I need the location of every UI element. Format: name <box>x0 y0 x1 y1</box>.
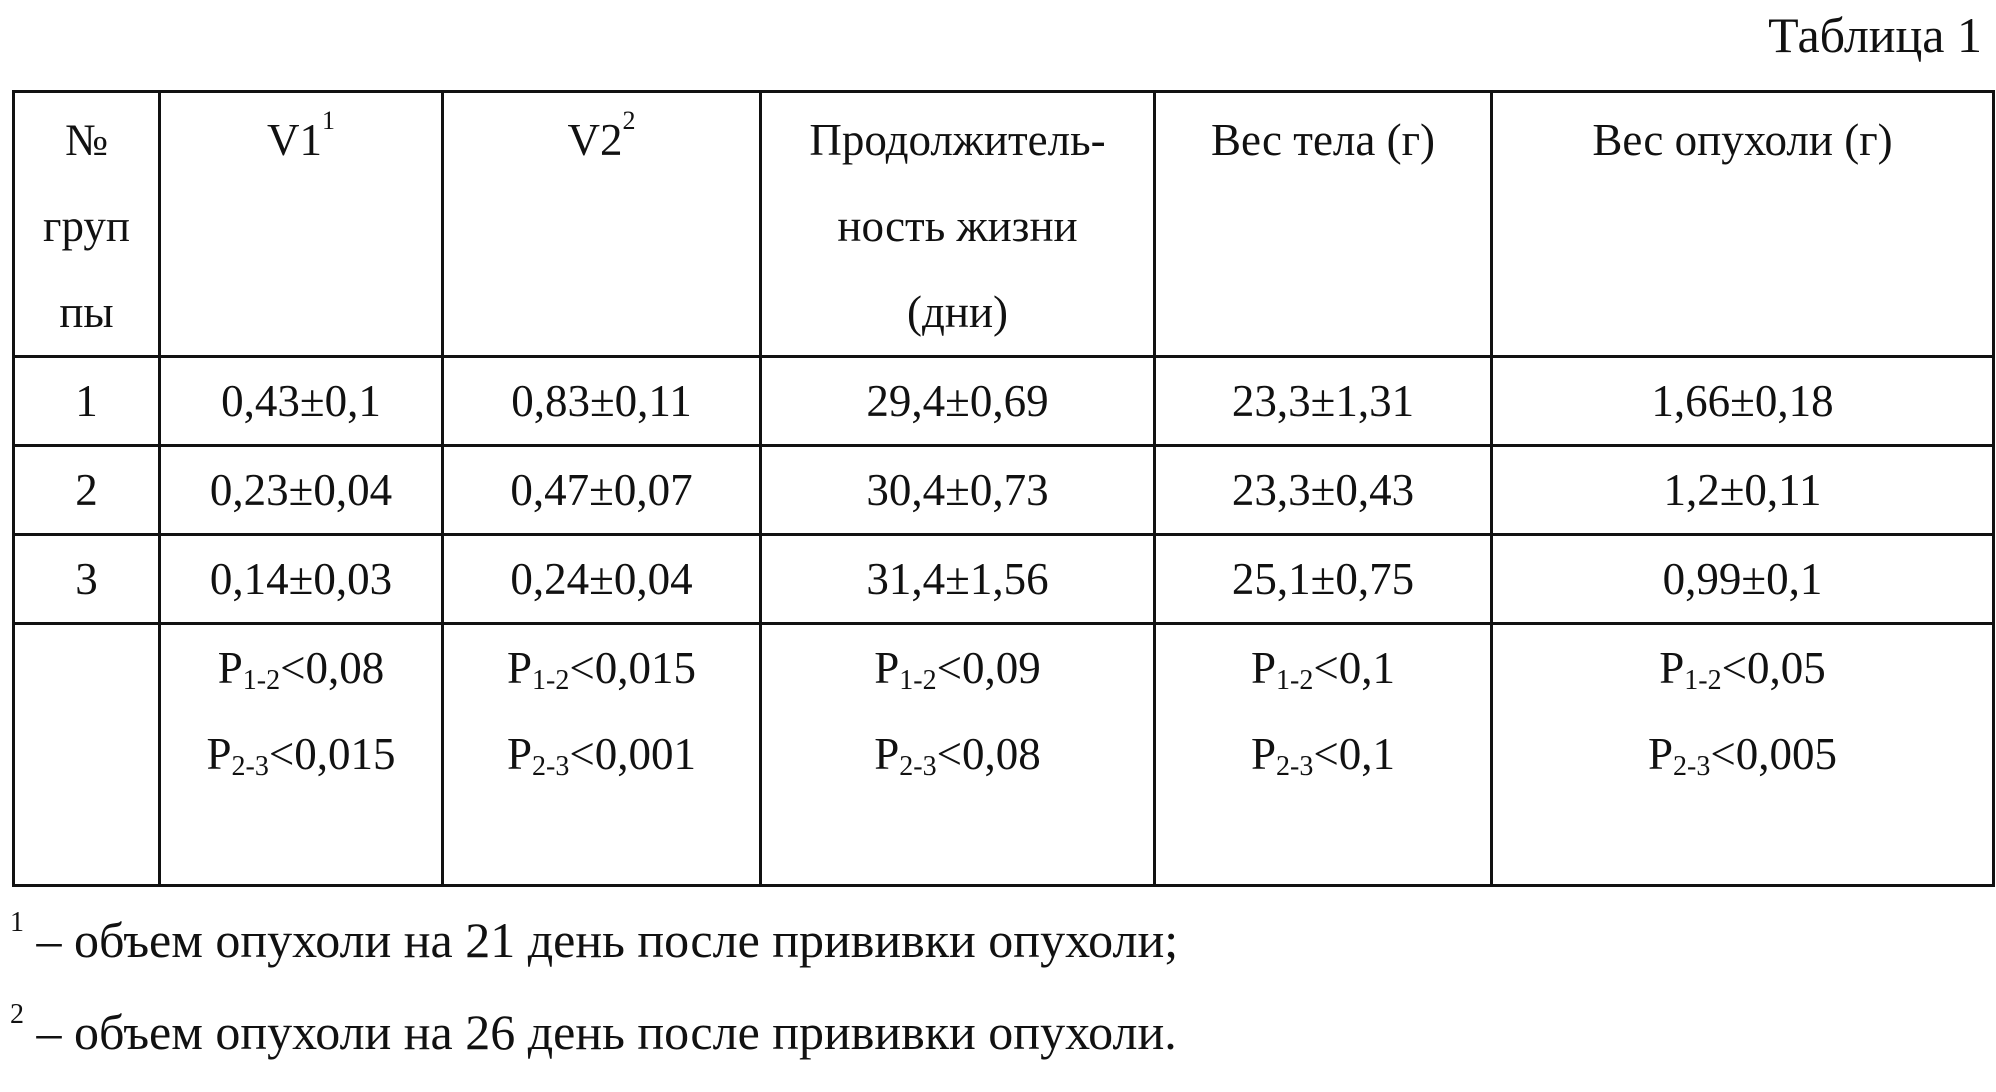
footnote-text: – объем опухоли на 26 день после прививки опухоли. <box>24 1004 1177 1060</box>
p-index: 2-3 <box>899 751 937 782</box>
header-line: № <box>65 115 108 165</box>
p-index: 1-2 <box>899 665 937 696</box>
p-value-cell <box>1492 624 1994 886</box>
p-index: 1-2 <box>242 665 281 696</box>
footnote-ref: 1 <box>322 106 335 135</box>
p-value: <0,001 <box>569 729 696 779</box>
p-index: 2-3 <box>1673 751 1711 782</box>
p-value-2-3 <box>762 711 1153 797</box>
table-cell: 0,43±0,1 <box>160 357 443 446</box>
header-row <box>14 92 1994 357</box>
header-line: Вес опухоли (г) <box>1592 115 1893 165</box>
p-value-1-2 <box>161 625 441 711</box>
p-letter: P <box>874 643 900 693</box>
footnote-mark: 2 <box>10 999 24 1030</box>
header-line: (дни) <box>906 287 1009 337</box>
p-value-1-2 <box>1156 625 1490 711</box>
header-label: V2 <box>567 115 623 165</box>
p-value-cell <box>443 624 761 886</box>
p-index: 1-2 <box>532 665 570 696</box>
p-value: <0,1 <box>1313 643 1395 693</box>
footnote-mark: 1 <box>10 907 24 938</box>
p-value-1-2 <box>762 625 1153 711</box>
p-value-1-2 <box>444 625 759 711</box>
table-cell: 23,3±0,43 <box>1155 446 1492 535</box>
p-letter: P <box>1251 729 1277 779</box>
p-value: <0,015 <box>268 729 396 779</box>
footnote <box>10 992 1178 1084</box>
p-value: <0,05 <box>1721 643 1826 693</box>
table-cell: 23,3±1,31 <box>1155 357 1492 446</box>
footnotes <box>10 900 1178 1084</box>
table-row <box>14 535 1994 624</box>
results-table <box>12 90 1995 887</box>
footnote <box>10 900 1178 992</box>
table-cell: 0,23±0,04 <box>160 446 443 535</box>
empty-cell <box>14 624 160 886</box>
header-line: пы <box>59 287 114 337</box>
p-value-2-3 <box>1493 711 1992 797</box>
header-line: ность жизни <box>837 201 1078 251</box>
p-value-cell <box>160 624 443 886</box>
p-value-row <box>14 624 1994 886</box>
footnote-text: – объем опухоли на 21 день после прививки опухоли; <box>24 912 1179 968</box>
header-v2 <box>443 92 761 357</box>
p-letter: P <box>507 643 533 693</box>
table-cell: 0,99±0,1 <box>1492 535 1994 624</box>
p-index: 2-3 <box>1276 751 1314 782</box>
p-value-2-3 <box>1156 711 1490 797</box>
p-index: 2-3 <box>532 751 570 782</box>
p-index: 2-3 <box>231 751 269 782</box>
header-line: Продолжитель- <box>809 115 1106 165</box>
header-line: Вес тела (г) <box>1210 115 1436 165</box>
table-row <box>14 357 1994 446</box>
header-lifespan <box>761 92 1155 357</box>
p-value-cell <box>1155 624 1492 886</box>
table-cell: 0,83±0,11 <box>443 357 761 446</box>
p-value: <0,015 <box>569 643 696 693</box>
p-letter: P <box>874 729 900 779</box>
p-letter: P <box>1251 643 1277 693</box>
p-value-2-3 <box>161 711 441 797</box>
p-value: <0,08 <box>280 643 385 693</box>
p-value: <0,1 <box>1313 729 1395 779</box>
table-caption: Таблица 1 <box>1768 7 1982 63</box>
footnote-ref: 2 <box>622 106 636 135</box>
header-tumor-weight <box>1492 92 1994 357</box>
header-v1 <box>160 92 443 357</box>
table-cell: 2 <box>14 446 160 535</box>
header-line: груп <box>43 201 130 251</box>
table-cell: 0,47±0,07 <box>443 446 761 535</box>
p-value-cell <box>761 624 1155 886</box>
table-cell: 25,1±0,75 <box>1155 535 1492 624</box>
p-value: <0,09 <box>936 643 1041 693</box>
p-value: <0,005 <box>1710 729 1837 779</box>
table-cell: 29,4±0,69 <box>761 357 1155 446</box>
p-value-2-3 <box>444 711 759 797</box>
header-label: V1 <box>267 115 322 165</box>
p-letter: P <box>507 729 533 779</box>
p-index: 1-2 <box>1276 665 1314 696</box>
table-cell: 31,4±1,56 <box>761 535 1155 624</box>
p-value: <0,08 <box>936 729 1041 779</box>
p-letter: P <box>206 729 232 779</box>
table-cell: 1 <box>14 357 160 446</box>
p-letter: P <box>1648 729 1674 779</box>
table-cell: 30,4±0,73 <box>761 446 1155 535</box>
p-letter: P <box>217 643 243 693</box>
table-cell: 0,14±0,03 <box>160 535 443 624</box>
header-group-number <box>14 92 160 357</box>
p-value-1-2 <box>1493 625 1992 711</box>
table-cell: 0,24±0,04 <box>443 535 761 624</box>
table-cell: 1,66±0,18 <box>1492 357 1994 446</box>
header-body-weight <box>1155 92 1492 357</box>
p-letter: P <box>1659 643 1685 693</box>
table-cell: 3 <box>14 535 160 624</box>
table-cell: 1,2±0,11 <box>1492 446 1994 535</box>
table-row <box>14 446 1994 535</box>
p-index: 1-2 <box>1684 665 1722 696</box>
